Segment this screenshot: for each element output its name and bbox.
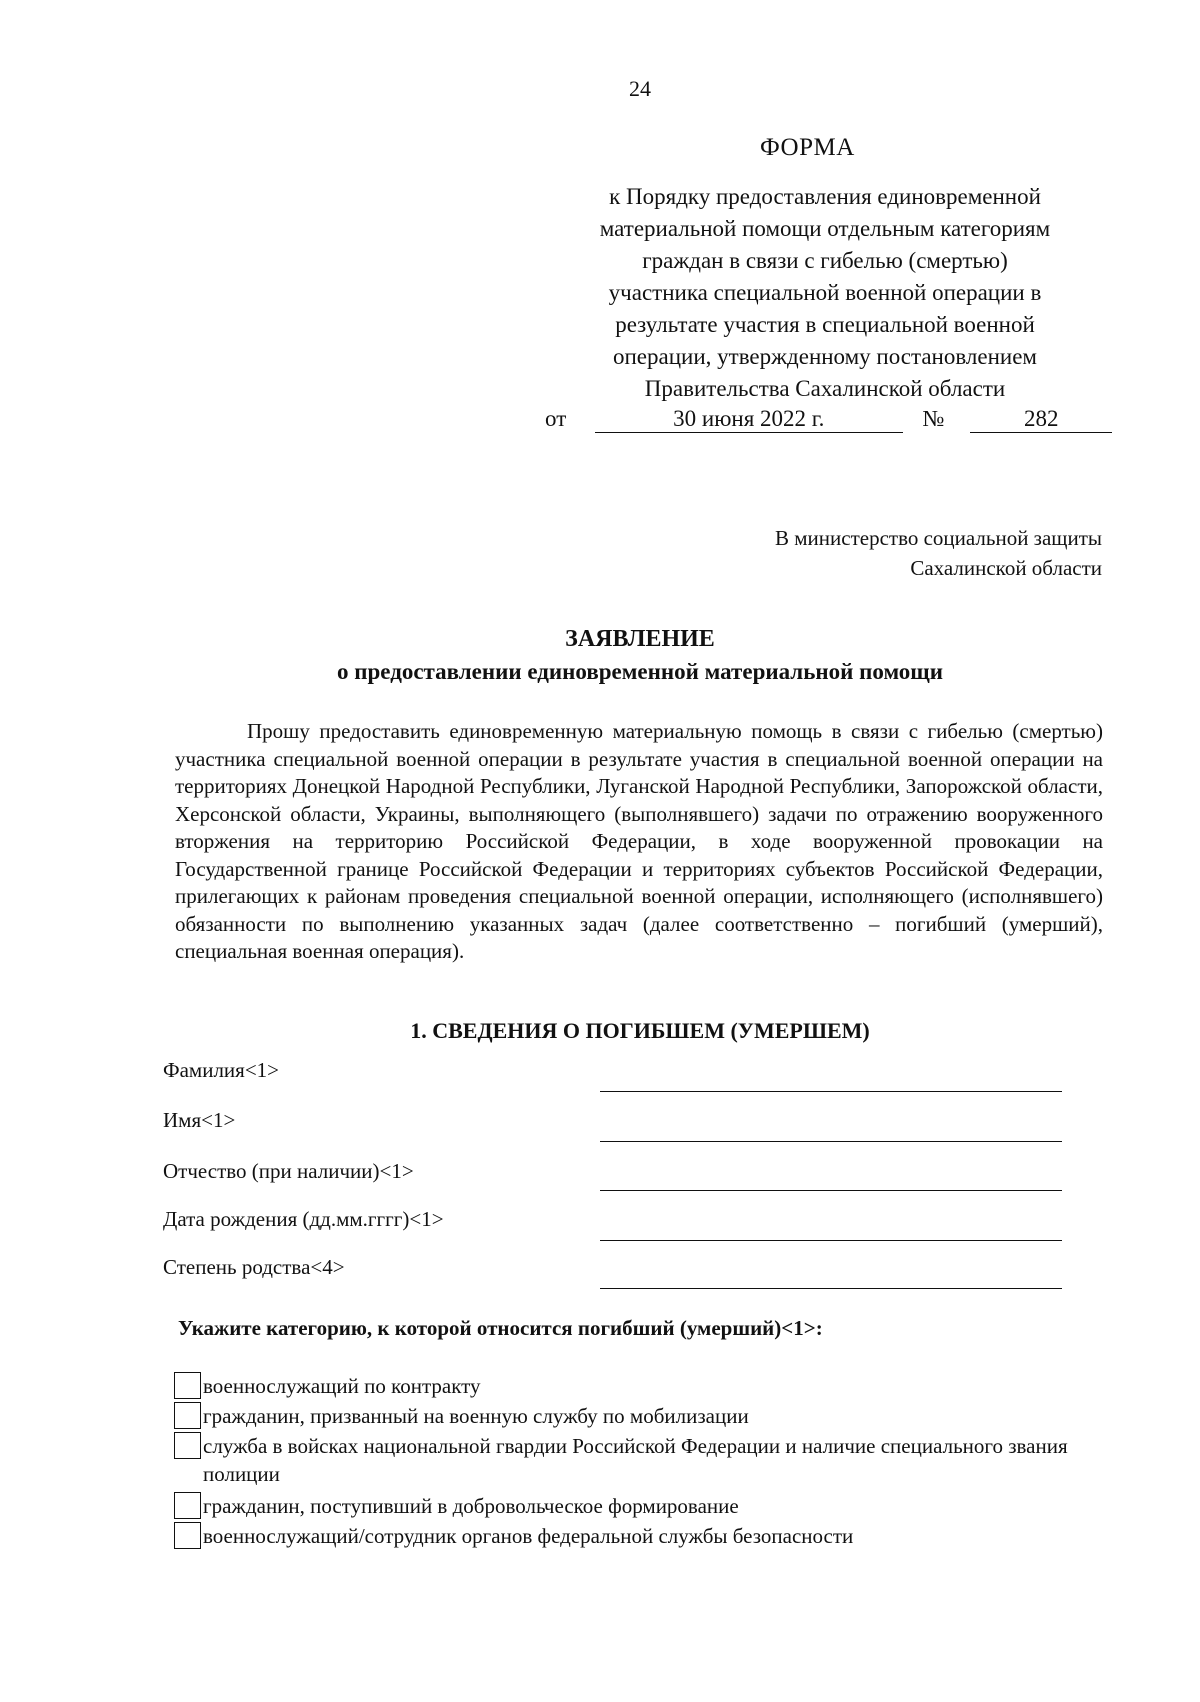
order-line: граждан в связи с гибелью (смертью) [642,248,1008,273]
category-label: гражданин, поступивший в добровольческое формирование [203,1494,739,1518]
order-line: операции, утвержденному постановлением [613,344,1037,369]
category-checkbox[interactable] [174,1522,201,1549]
birth-date-label: Дата рождения (дд.мм.гггг)<1> [163,1207,444,1231]
date-prefix: от [545,406,567,431]
addressee-line: В министерство социальной защиты [775,526,1102,550]
category-option [174,1522,1083,1550]
order-date-number [545,406,1112,433]
order-number: 282 [970,406,1112,433]
form-title: ФОРМА [760,134,855,161]
category-label: служба в войсках национальной гвардии Российской Федерации и наличие специального звания полиции [203,1434,1068,1486]
addressee [775,523,1102,583]
category-checkbox[interactable] [174,1492,201,1519]
order-line: участника специальной военной операции в [608,280,1042,305]
number-prefix: № [922,406,945,431]
first-name-field[interactable] [600,1141,1062,1142]
category-option [174,1432,1083,1488]
order-line: Правительства Сахалинской области [644,376,1006,401]
category-checkbox[interactable] [174,1372,201,1399]
category-label: военнослужащий по контракту [203,1374,481,1398]
surname-label: Фамилия<1> [163,1058,280,1082]
surname-field[interactable] [600,1091,1062,1092]
category-checkbox[interactable] [174,1402,201,1429]
category-label: гражданин, призванный на военную службу по мобилизации [203,1404,749,1428]
category-option [174,1492,1083,1520]
order-line: к Порядку предоставления единовременной [609,184,1041,209]
addressee-line: Сахалинской области [910,556,1102,580]
category-label: военнослужащий/сотрудник органов федеральной службы безопасности [203,1524,854,1548]
patronymic-field[interactable] [600,1190,1062,1191]
category-checkbox[interactable] [174,1432,201,1459]
page-number: 24 [629,76,651,101]
order-line: результате участия в специальной военной [615,312,1035,337]
category-option [174,1372,1083,1400]
category-option [174,1402,1083,1430]
order-line: материальной помощи отдельным категориям [599,216,1051,241]
section-title: 1. СВЕДЕНИЯ О ПОГИБШЕМ (УМЕРШЕМ) [410,1018,870,1043]
order-date: 30 июня 2022 г. [595,406,903,433]
patronymic-label: Отчество (при наличии)<1> [163,1159,414,1183]
document-title: ЗАЯВЛЕНИЕ [565,626,715,652]
relationship-label: Степень родства<4> [163,1255,345,1279]
birth-date-field[interactable] [600,1240,1062,1241]
category-prompt: Укажите категорию, к которой относится погибший (умерший)<1>: [178,1316,823,1340]
first-name-label: Имя<1> [163,1108,236,1132]
relationship-field[interactable] [600,1288,1062,1289]
application-body: Прошу предоставить единовременную материальную помощь в связи с гибелью (смертью) участника специальной военной операции в результате участия в специальной военной операции на территориях Донецкой Народной Республики, Луганской Народной Республики, Запорожской области, Херсонской области, Украины, выполняющего (выполнявшего) задачи по отражению вооруженного вторжения на территорию Российской Федерации, в ходе вооруженной провокации на Государственной границе Российской Федерации и территориях субъектов Российской Федерации, прилегающих к районам проведения специальной военной операции, исполняющего (исполнявшего) обязанности по выполнению указанных задач (далее соответственно – погибший (умерший), специальная военная операция). [175,719,1103,963]
order-reference [535,181,1115,405]
document-subtitle: о предоставлении единовременной материальной помощи [337,659,943,684]
